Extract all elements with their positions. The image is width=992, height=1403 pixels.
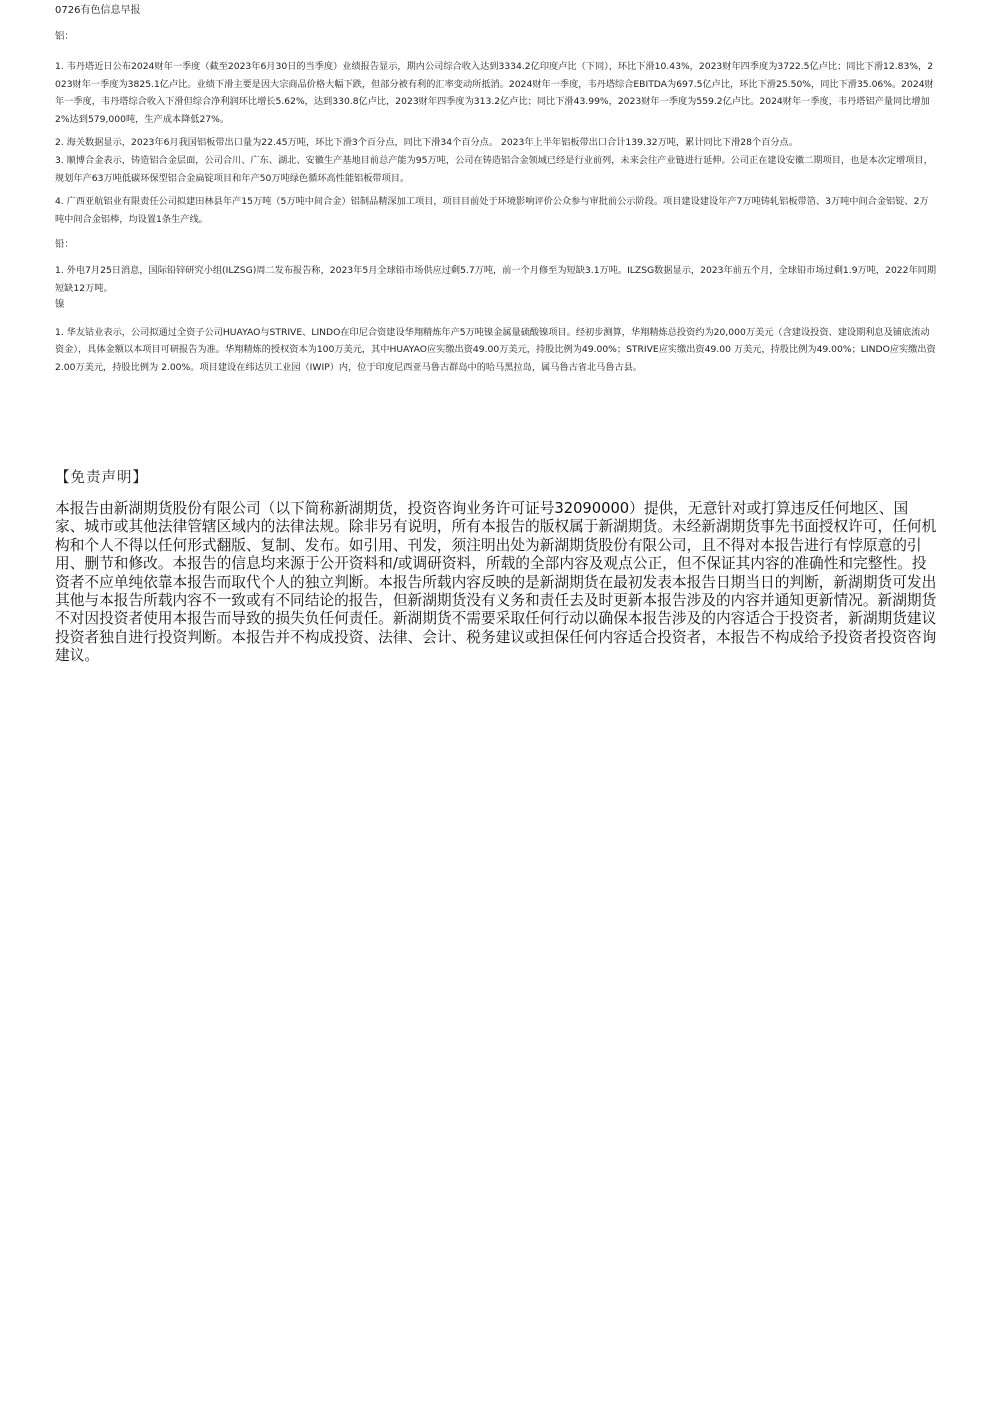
disclaimer-body: 本报告由新湖期货股份有限公司（以下简称新湖期货，投资咨询业务许可证号32090000）提供，无意针对或打算违反任何地区、国家、城市或其他法律管辖区域内的法律法规。除非另有说明，所有本报告的版权属于新湖期货。未经新湖期货事先书面授权许可，任何机构和个人不得以任何形式翻版、复制、发布。如引用、刊发，须注明出处为新湖期货股份有限公司，且不得对本报告进行有悖原意的引用、删节和修改。本报告的信息均来源于公开资料和/或调研资料，所载的全部内容及观点公正，但不保证其内容的准确性和完整性。投资者不应单纯依靠本报告而取代个人的独立判断。本报告所载内容反映的是新湖期货在最初发表本报告日期当日的判断，新湖期货可发出其他与本报告所载内容不一致或有不同结论的报告，但新湖期货没有义务和责任去及时更新本报告涉及的内容并通知更新情况。新湖期货不对因投资者使用本报告而导致的损失负任何责任。新湖期货不需要采取任何行动以确保本报告涉及的内容适合于投资者，新湖期货建议投资者独自进行投资判断。本报告并不构成投资、法律、会计、税务建议或担保任何内容适合投资者，本报告不构成给予投资者投资咨询建议。 bbox=[55, 500, 937, 665]
section-heading-nickel: 镍 bbox=[55, 298, 65, 310]
aluminum-item-3: 3. 顺博合金表示，铸造铝合金层面，公司合川、广东、湖北、安徽生产基地目前总产能为95万吨，公司在铸造铝合金领域已经是行业前列，未来会往产业链进行延伸。公司正在建设安徽二期项目，也是本次定增项目，规划年产63万吨低碳环保型铝合金扁锭项目和年产50万吨绿色循环高性能铝板带项目。 bbox=[55, 154, 933, 184]
report-body bbox=[55, 30, 937, 376]
aluminum-item-1: 1. 韦丹塔近日公布2024财年一季度（截至2023年6月30日的当季度）业绩报告显示，期内公司综合收入达到3334.2亿印度卢比（下同），环比下滑10.43%，2023财年四季度为3722.5亿卢比；同比下滑12.83%，2023财年一季度为3825.1亿卢比。业绩下滑主要是因大宗商品价格大幅下跌，但部分被有利的汇率变动所抵消。2024财年一季度，韦丹塔综合EBITDA为697.5亿卢比，环比下滑25.50%，同比下滑35.06%。2024财年一季度，韦丹塔综合收入下滑但综合净利润环比增长5.62%，达到330.8亿卢比，2023财年四季度为313.2亿卢比；同比下滑43.99%，2023财年一季度为559.2亿卢比。2024财年一季度，韦丹塔铝产量同比增加2%达到579,000吨，生产成本降低27%。 bbox=[55, 61, 934, 125]
section-heading-aluminum: 铝： bbox=[55, 31, 74, 42]
disclaimer-title: 【免责声明】 bbox=[55, 470, 148, 486]
aluminum-item-4: 4. 广西亚航铝业有限责任公司拟建田林县年产15万吨（5万吨中间合金）铝制品精深加工项目，项目目前处于环境影响评价公众参与审批前公示阶段。项目建设建设年产7万吨铸轧铝板带箔、3万吨中间合金铝锭、2万吨中间合金铝棒，均设置1条生产线。 bbox=[55, 196, 929, 225]
aluminum-item-2: 2. 海关数据显示，2023年6月我国铝板带出口量为22.45万吨，环比下滑3个百分点，同比下滑34个百分点。 2023年上半年铝板带出口合计139.32万吨，累计同比下滑28个百分点。 bbox=[55, 137, 798, 149]
section-heading-lead: 铅： bbox=[55, 239, 74, 251]
lead-item-1: 1. 外电7月25日消息，国际铅锌研究小组(ILZSG)周二发布报告称，2023年5月全球铅市场供应过剩5.7万吨，前一个月修至为短缺3.1万吨。ILZSG数据显示，2023年前五个月，全球铅市场过剩1.9万吨，2022年同期短缺12万吨。 bbox=[55, 265, 937, 294]
nickel-item-1: 1. 华友钴业表示，公司拟通过全资子公司HUAYAO与STRIVE、LINDO在印尼合资建设华翔精炼年产5万吨镍金属量硫酸镍项目。经初步测算，华翔精炼总投资约为20,000万美元（含建设投资、建设期利息及铺底流动资金），具体金额以本项目可研报告为准。华翔精炼的授权资本为100万美元，其中HUAYAO应实缴出资49.00万美元，持股比例为49.00%；STRIVE应实缴出资49.00 万美元，持股比例为49.00%；LINDO应实缴出资2.00万美元，持股比例为 2.00%。项目建设在纬达贝工业园（IWIP）内，位于印度尼西亚马鲁古群岛中的哈马黑拉岛，属马鲁古省北马鲁古县。 bbox=[55, 326, 936, 373]
page-title: 0726有色信息早报 bbox=[55, 5, 141, 16]
